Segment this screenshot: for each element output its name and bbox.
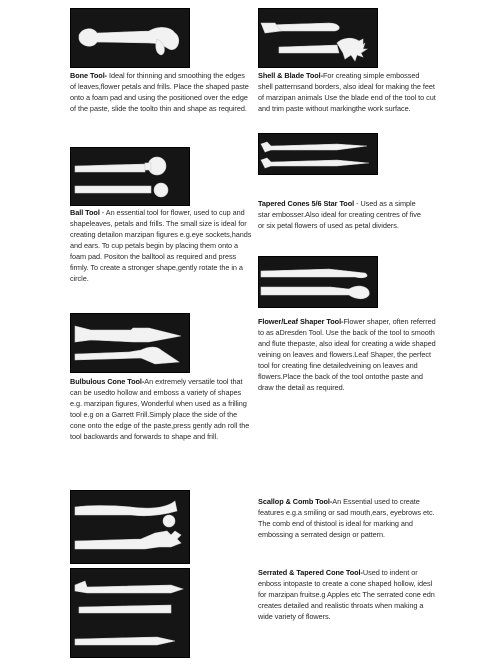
serrated-tapered-cone-description bbox=[258, 567, 440, 622]
shell-blade-tool-description bbox=[258, 70, 436, 114]
flower-leaf-shaper-description bbox=[258, 316, 438, 393]
bulbulous-cone-tool-photo bbox=[70, 313, 190, 373]
flower-leaf-shaper-text: Flower shaper, often referred to as aDresden Tool. Use the back of the tool to smooth and flute thepaste, also ideal for creating a wide shaped veining on leaves and flowers.Leaf Shaper, the perfect tool for creating fine detailedveining on leaves and flowers.Place the back of the tool ontothe paste and draw the detail as required. bbox=[258, 317, 436, 392]
flower-leaf-shaper-title: Flower/Leaf Shaper Tool- bbox=[258, 317, 344, 326]
serrated-tapered-cone-photo bbox=[70, 568, 190, 658]
bone-tool-title: Bone Tool- bbox=[70, 71, 108, 80]
flower-leaf-shaper-photo bbox=[258, 256, 378, 308]
bone-tool-text: Ideal for thinning and smoothing the edges of leaves,flower petals and frills. Place the shaped paste onto a foam pad and using the positioned over the edge of the paste, slide the toolto thin and shape as required. bbox=[70, 71, 249, 113]
bulbulous-cone-tool-title: Bulbulous Cone Tool- bbox=[70, 377, 145, 386]
bulbulous-cone-tool-description bbox=[70, 376, 250, 442]
scallop-comb-tool-title: Scallop & Comb Tool- bbox=[258, 497, 333, 506]
bone-tool-photo bbox=[70, 8, 190, 68]
shell-blade-tool-text: For creating simple embossed shell patternsand borders, also ideal for making the feet of marzipan animals Use the blade end of the tool to cut and trim paste without markingthe work surface. bbox=[258, 71, 436, 113]
ball-tool-text: - An essential tool for flower, used to cup and shapeleaves, petals and frills. The small size is ideal for creating detailon marzipan figures e.g.eye sockets,hands and ears. To cup petals begin by placing them onto a foam pad. Positon the balltool as required and press firmly. To create a stronger shape,gently rotate the in a circle. bbox=[70, 208, 252, 283]
scallop-comb-tool-photo bbox=[70, 490, 190, 564]
star-tool-photo bbox=[258, 133, 378, 175]
bone-tool-description bbox=[70, 70, 250, 114]
serrated-tapered-cone-title: Serrated & Tapered Cone Tool- bbox=[258, 568, 363, 577]
bulbulous-cone-tool-text: An extremely versatile tool that can be usedto hollow and emboss a variety of shapes e.g. marzipan figures, Wonderful when used as a frilling tool e.g on a Garrett Frill.Simply place the side of the cone onto the edge of the paste,press gently adn roll the tool backwards and forwards to shape and frill. bbox=[70, 377, 250, 441]
star-tool-text: - Used as a simple star embosser.Also ideal for creating centres of five or six petal flowers of used as petal dividers. bbox=[258, 199, 421, 230]
shell-blade-tool-title: Shell & Blade Tool- bbox=[258, 71, 323, 80]
serrated-tapered-cone-text: Used to indent or enboss intopaste to create a cone shaped hollow, idesl for marzipan fruitse.g Apples etc The serrated cone edn creates detailed and realistic throats when making a wide variety of flowers. bbox=[258, 568, 435, 621]
ball-tool-photo bbox=[70, 147, 190, 206]
ball-tool-title: Ball Tool bbox=[70, 208, 100, 217]
scallop-comb-tool-description bbox=[258, 496, 440, 540]
scallop-comb-tool-text: An Essential used to create features e.g.a smiling or sad mouth,ears, eyebrows etc. The comb end of thistool is ideal for marking and embossing a serrated design or pattern. bbox=[258, 497, 435, 539]
star-tool-title: Tapered Cones 5/6 Star Tool bbox=[258, 199, 355, 208]
ball-tool-description bbox=[70, 207, 253, 284]
shell-blade-tool-photo bbox=[258, 8, 378, 68]
star-tool-description bbox=[258, 198, 428, 231]
